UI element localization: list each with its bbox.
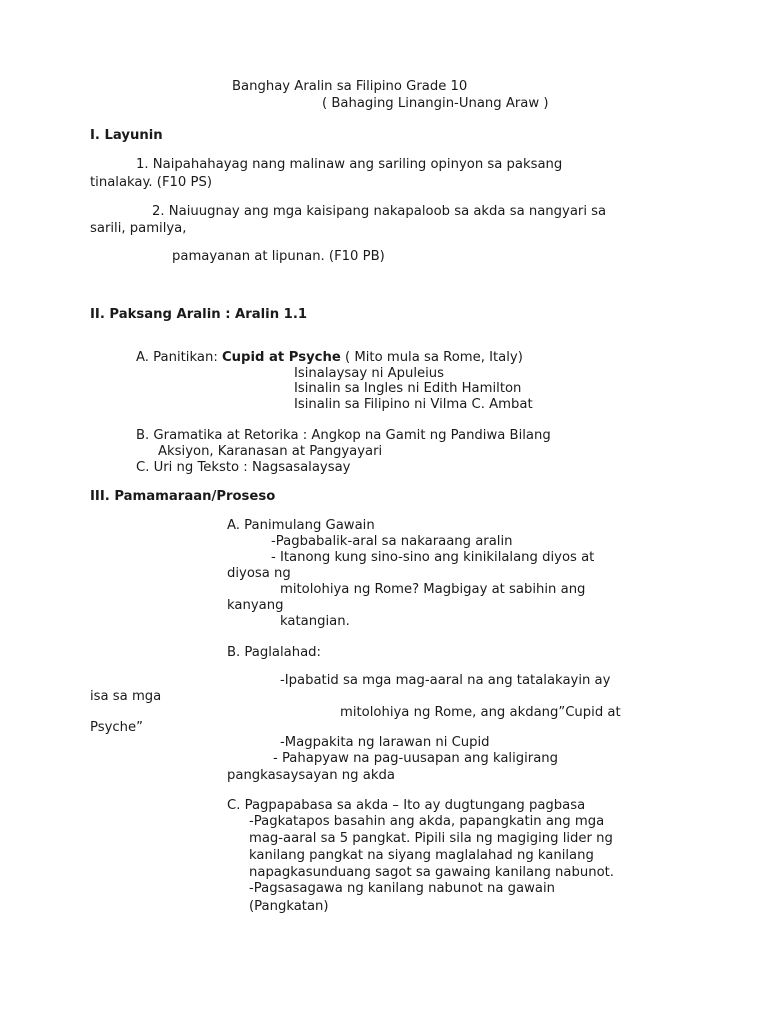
paksa-item-a-line-3: Isinalin sa Ingles ni Edith Hamilton — [294, 381, 522, 396]
pamamaraan-a-line-5: kanyang — [227, 598, 284, 613]
pamamaraan-c-line-3: kanilang pangkat na siyang maglalahad ng kanilang — [249, 848, 594, 863]
paksa-item-a — [136, 350, 523, 366]
pamamaraan-b-line-1: -Ipabatid sa mga mag-aaral na ang tatalakayin ay — [280, 673, 611, 688]
document-title: Banghay Aralin sa Filipino Grade 10 — [232, 79, 468, 94]
pamamaraan-b-line-5: -Magpakita ng larawan ni Cupid — [280, 735, 490, 750]
pamamaraan-a-line-4: mitolohiya ng Rome? Magbigay at sabihin ang — [280, 582, 586, 597]
pamamaraan-b-heading: B. Paglalahad: — [227, 645, 321, 660]
paksa-item-c: C. Uri ng Teksto : Nagsasalaysay — [136, 460, 351, 475]
pamamaraan-a-line-1: -Pagbabalik-aral sa nakaraang aralin — [271, 534, 513, 549]
pamamaraan-b-line-6: - Pahapyaw na pag-uusapan ang kaligirang — [273, 751, 559, 766]
paksa-item-b-line-2: Aksiyon, Karanasan at Pangyayari — [158, 444, 383, 459]
pamamaraan-a-line-2: - Itanong kung sino-sino ang kinikilalang diyos at — [271, 550, 595, 565]
pamamaraan-c-line-6: (Pangkatan) — [249, 899, 329, 914]
paksa-item-a-suffix: ( Mito mula sa Rome, Italy) — [340, 350, 523, 365]
pamamaraan-a-line-3: diyosa ng — [227, 566, 291, 581]
pamamaraan-c-line-4: napagkasunduang sagot sa gawaing kanilang nabunot. — [249, 865, 614, 880]
pamamaraan-a-line-6: katangian. — [280, 614, 350, 629]
layunin-item-1-line-1: 1. Naipahahayag nang malinaw ang sariling opinyon sa paksang — [136, 157, 563, 172]
pamamaraan-b-line-4: Psyche” — [90, 720, 143, 735]
pamamaraan-b-line-2: isa sa mga — [90, 689, 162, 704]
paksa-item-a-title: Cupid at Psyche — [221, 350, 341, 365]
document-subtitle: ( Bahaging Linangin-Unang Araw ) — [322, 96, 549, 111]
pamamaraan-b-line-7: pangkasaysayan ng akda — [227, 768, 395, 783]
paksa-item-a-line-4: Isinalin sa Filipino ni Vilma C. Ambat — [294, 397, 533, 412]
pamamaraan-c-heading: C. Pagpapabasa sa akda – Ito ay dugtungang pagbasa — [227, 798, 586, 813]
layunin-item-2-line-3: pamayanan at lipunan. (F10 PB) — [172, 249, 385, 264]
layunin-item-2-line-1: 2. Naiuugnay ang mga kaisipang nakapaloob sa akda sa nangyari sa — [152, 204, 607, 219]
pamamaraan-a-heading: A. Panimulang Gawain — [227, 518, 375, 533]
paksa-item-a-line-2: Isinalaysay ni Apuleius — [294, 366, 444, 381]
paksa-item-a-prefix: A. Panitikan: — [136, 350, 222, 365]
section-heading-pamamaraan: III. Pamamaraan/Proseso — [90, 489, 276, 504]
section-heading-paksa: II. Paksang Aralin : Aralin 1.1 — [90, 307, 308, 322]
pamamaraan-c-line-5: -Pagsasagawa ng kanilang nabunot na gawain — [249, 881, 556, 896]
pamamaraan-c-line-2: mag-aaral sa 5 pangkat. Pipili sila ng magiging lider ng — [249, 831, 613, 846]
layunin-item-1-line-2: tinalakay. (F10 PS) — [90, 175, 212, 190]
layunin-item-2-line-2: sarili, pamilya, — [90, 221, 187, 236]
pamamaraan-c-line-1: -Pagkatapos basahin ang akda, papangkatin ang mga — [249, 814, 605, 829]
pamamaraan-b-line-3: mitolohiya ng Rome, ang akdang”Cupid at — [340, 705, 621, 720]
section-heading-layunin: I. Layunin — [90, 128, 163, 143]
paksa-item-b-line-1: B. Gramatika at Retorika : Angkop na Gamit ng Pandiwa Bilang — [136, 428, 551, 443]
